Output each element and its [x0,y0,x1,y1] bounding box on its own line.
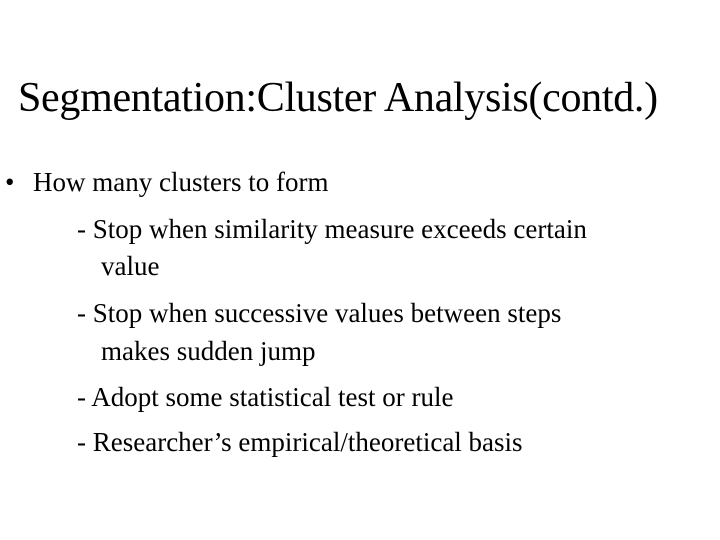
sub-item-1-line-2: value [101,251,160,281]
bullet-text: How many clusters to form [33,167,329,197]
slide-title: Segmentation:Cluster Analysis(contd.) [18,75,658,121]
sub-item-4-line-1: - Researcher’s empirical/theoretical basis [77,427,523,457]
sub-item-2-line-2: makes sudden jump [101,336,316,366]
sub-item-3-line-1: - Adopt some statistical test or rule [77,382,454,412]
bullet-icon: • [5,167,15,197]
sub-item-2-line-1: - Stop when successive values between steps [77,298,562,328]
sub-item-1-line-1: - Stop when similarity measure exceeds certain [77,214,587,244]
